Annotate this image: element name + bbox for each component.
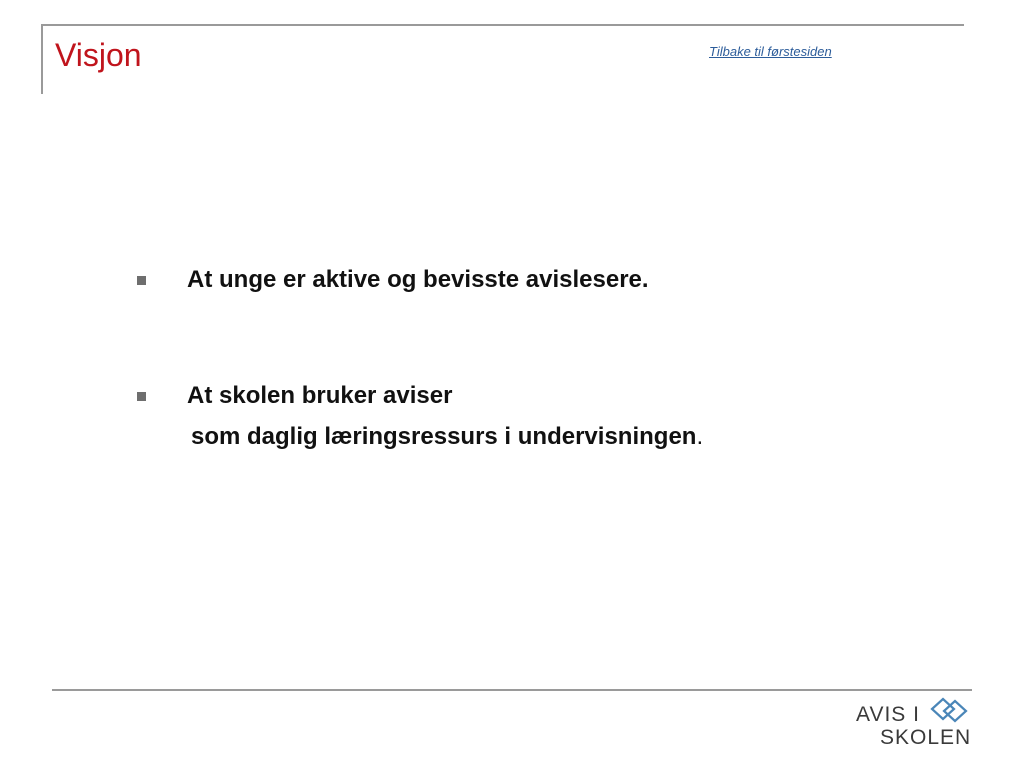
bullet-item-2 [137,381,452,411]
logo-text-line1: AVIS I [856,703,920,726]
bullet-item-1 [137,265,649,295]
bullet-continuation-text: som daglig læringsressurs i undervisningen [191,423,697,450]
bullet-text: At unge er aktive og bevisste avislesere. [187,266,649,293]
top-divider [41,24,964,26]
back-to-front-page-link[interactable]: Tilbake til førstesiden [709,44,832,59]
bullet-continuation-end: . [696,423,704,450]
logo-text-line2: SKOLEN [880,726,972,749]
left-divider [41,24,43,94]
diamond-logo-icon [926,697,970,727]
square-bullet-icon [137,392,146,401]
bullet-continuation [191,422,703,452]
bullet-text: At skolen bruker aviser [187,382,453,409]
bottom-divider [52,689,972,691]
square-bullet-icon [137,276,146,285]
page-title: Visjon [55,37,142,73]
avis-i-skolen-logo [852,697,972,751]
